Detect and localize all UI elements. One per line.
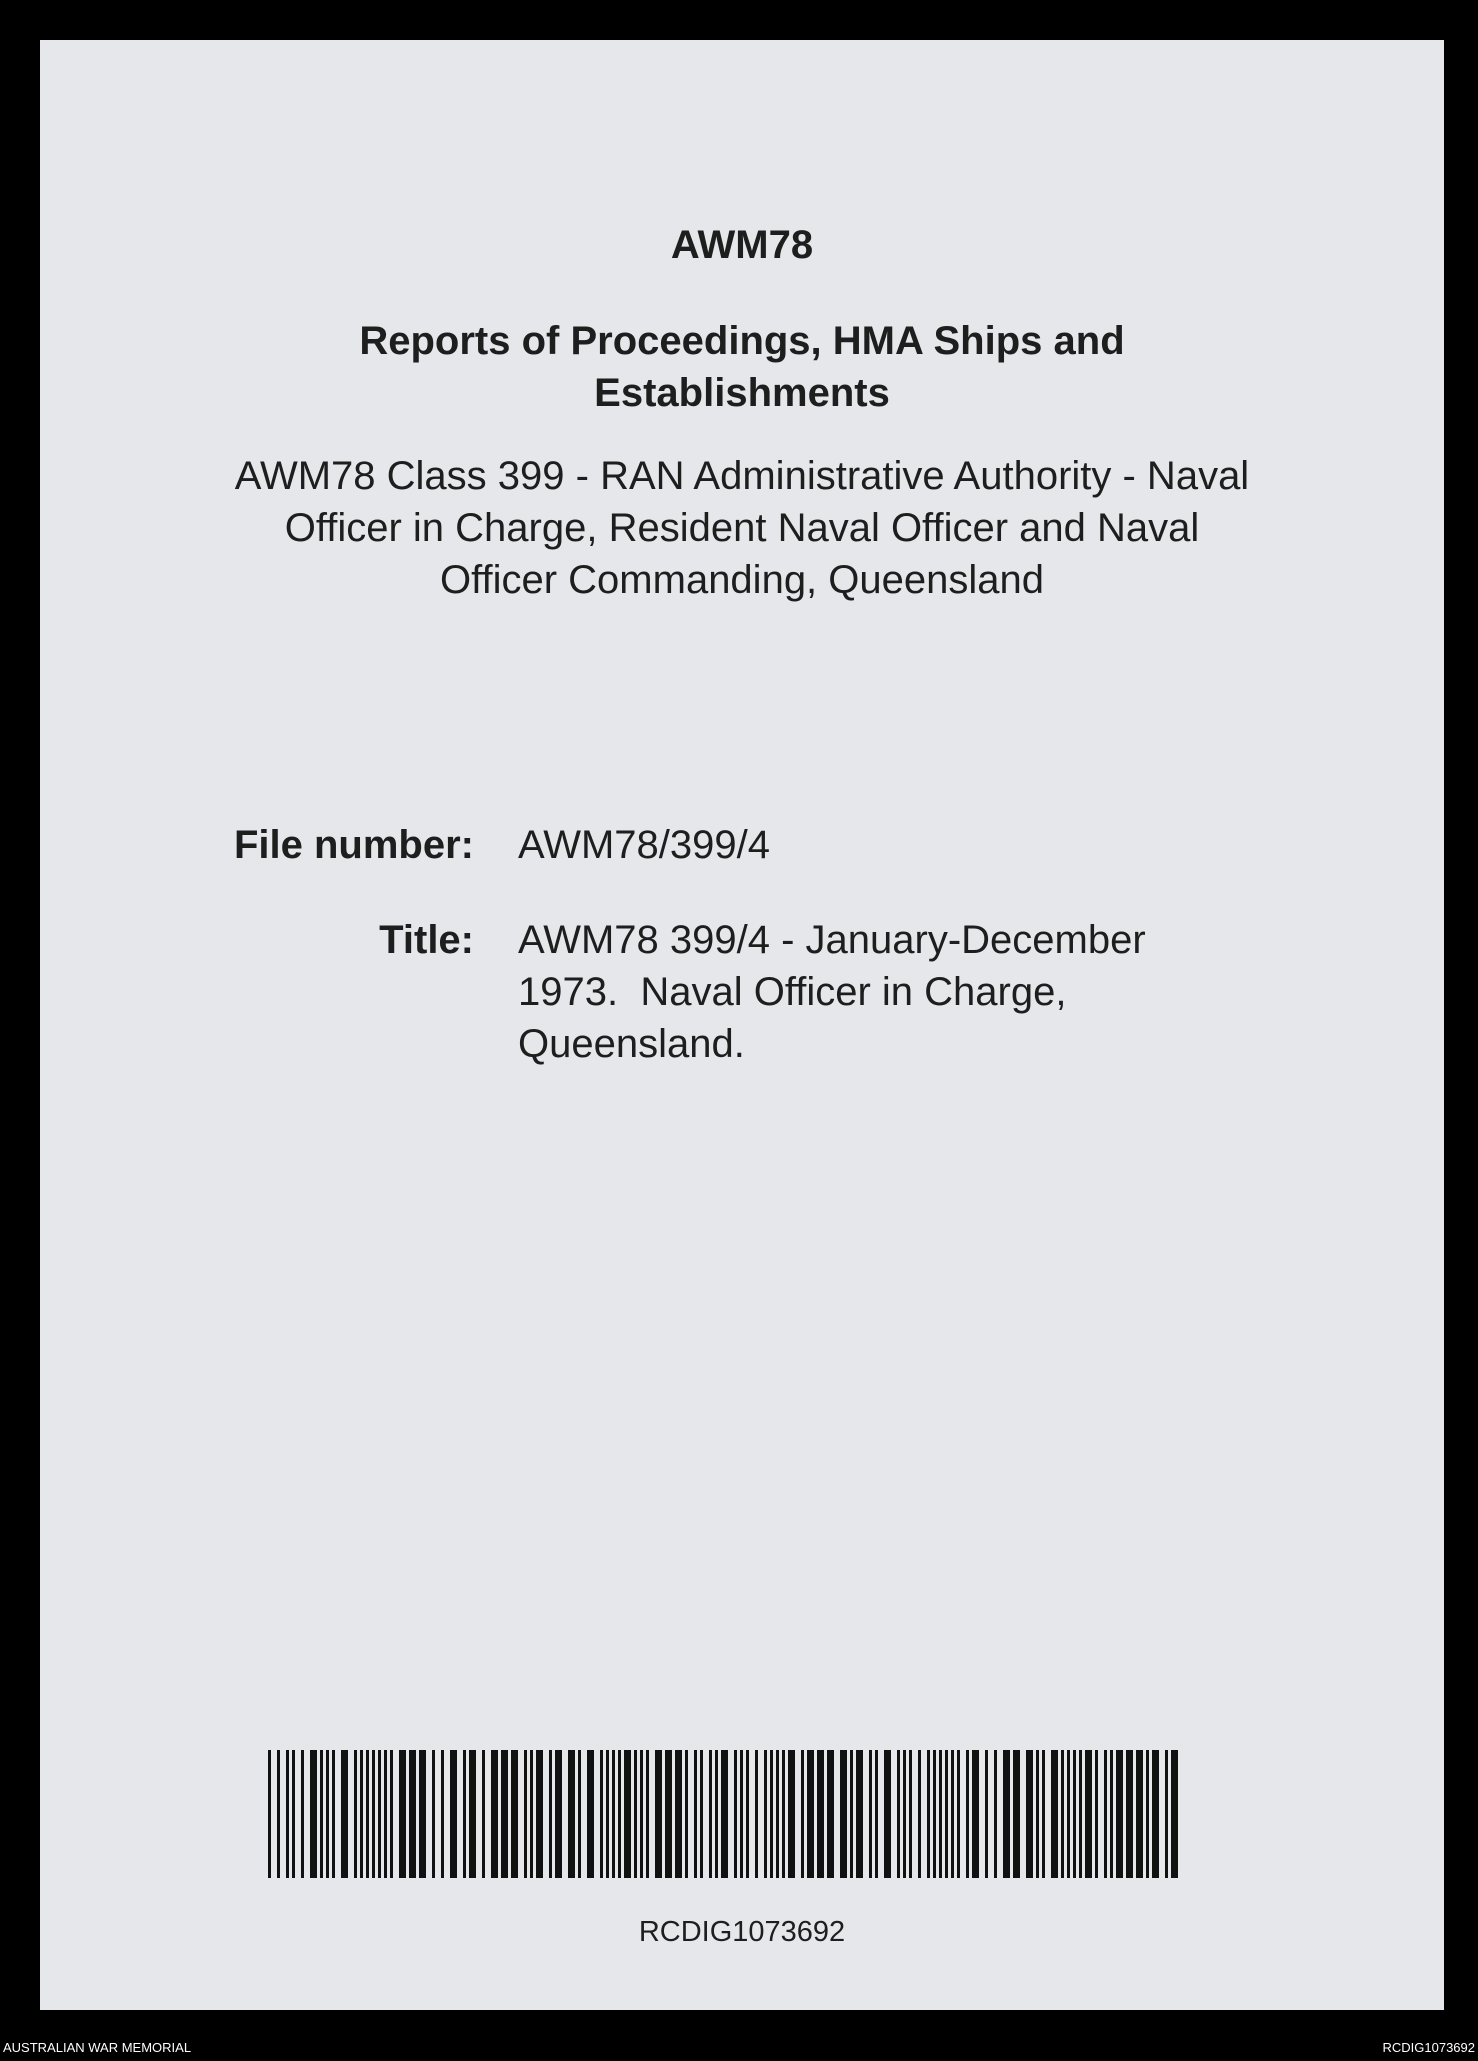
- barcode-bar: [640, 1750, 643, 1878]
- barcode-bar: [1104, 1750, 1107, 1878]
- barcode-bar: [549, 1750, 552, 1878]
- barcode-bar: [1079, 1750, 1082, 1878]
- barcode-bar: [618, 1750, 621, 1878]
- barcode-bar: [994, 1750, 997, 1878]
- barcode-bar: [536, 1750, 543, 1878]
- barcode-bar: [646, 1750, 649, 1878]
- barcode-bar: [600, 1750, 603, 1878]
- file-number-label: File number:: [233, 823, 474, 867]
- class-description-line-3: Officer Commanding, Queensland: [439, 558, 1045, 602]
- barcode-bar: [1026, 1750, 1033, 1878]
- barcode-bar: [524, 1750, 527, 1878]
- barcode-bar: [277, 1750, 280, 1878]
- barcode-bar: [372, 1750, 375, 1878]
- barcode-bar: [419, 1750, 426, 1878]
- barcode-bar: [827, 1750, 834, 1878]
- barcode-bar: [587, 1750, 594, 1878]
- barcode-bar: [685, 1750, 688, 1878]
- barcode-bar: [951, 1750, 954, 1878]
- barcode-bar: [1136, 1750, 1143, 1878]
- barcode-bar: [612, 1750, 615, 1878]
- barcode-bar: [432, 1750, 435, 1878]
- barcode-bar: [665, 1750, 672, 1878]
- barcode-bar: [482, 1750, 485, 1878]
- barcode-bar: [320, 1750, 323, 1878]
- barcode-bar: [1042, 1750, 1045, 1878]
- barcode-bar: [441, 1750, 444, 1878]
- barcode-bar: [985, 1750, 988, 1878]
- barcode-bar: [721, 1750, 728, 1878]
- barcode-bar: [734, 1750, 737, 1878]
- barcode-bar: [332, 1750, 335, 1878]
- barcode-bar: [918, 1750, 921, 1878]
- barcode-bar: [491, 1750, 498, 1878]
- barcode-bar: [1067, 1750, 1070, 1878]
- barcode-bar: [354, 1750, 357, 1878]
- document-page: [40, 40, 1444, 2010]
- barcode-bar: [341, 1750, 348, 1878]
- barcode-bar: [530, 1750, 533, 1878]
- barcode-bar: [1152, 1750, 1159, 1878]
- barcode-bar: [884, 1750, 891, 1878]
- barcode-bar: [1051, 1750, 1058, 1878]
- barcode-bar: [1085, 1750, 1092, 1878]
- barcode-bar: [268, 1750, 271, 1878]
- barcode-bar: [776, 1750, 779, 1878]
- barcode-bar: [578, 1750, 581, 1878]
- barcode-bar: [1146, 1750, 1149, 1878]
- barcode-bar: [1036, 1750, 1039, 1878]
- file-number-value: AWM78/399/4: [518, 823, 770, 867]
- title-line-1: AWM78 399/4 - January-December: [518, 918, 1146, 962]
- barcode: [268, 1750, 1180, 1878]
- barcode-bar: [972, 1750, 979, 1878]
- class-description: [40, 450, 1444, 606]
- title-value: [518, 914, 1218, 1070]
- barcode-bar: [1013, 1750, 1020, 1878]
- barcode-bar: [301, 1750, 304, 1878]
- barcode-bar: [875, 1750, 878, 1878]
- title-line-3: Queensland.: [518, 1022, 745, 1066]
- barcode-bar: [909, 1750, 912, 1878]
- series-code: AWM78: [670, 223, 814, 267]
- barcode-bar: [966, 1750, 969, 1878]
- title-line-2: 1973. Naval Officer in Charge,: [518, 970, 1067, 1014]
- barcode-bar: [511, 1750, 518, 1878]
- barcode-bar: [939, 1750, 942, 1878]
- title-label: Title:: [379, 918, 474, 962]
- barcode-bar: [463, 1750, 466, 1878]
- barcode-bar: [634, 1750, 637, 1878]
- barcode-bar: [715, 1750, 718, 1878]
- barcode-bar: [675, 1750, 682, 1878]
- barcode-bar: [366, 1750, 369, 1878]
- barcode-bar: [469, 1750, 476, 1878]
- barcode-bar: [770, 1750, 773, 1878]
- barcode-bar: [1126, 1750, 1133, 1878]
- barcode-bar: [360, 1750, 363, 1878]
- barcode-bar: [655, 1750, 662, 1878]
- barcode-bar: [927, 1750, 930, 1878]
- barcode-bar: [801, 1750, 804, 1878]
- barcode-bar: [856, 1750, 863, 1878]
- barcode-bar: [501, 1750, 508, 1878]
- series-title-line-2: Establishments: [594, 371, 890, 415]
- barcode-bar: [1165, 1750, 1168, 1878]
- barcode-bar: [384, 1750, 387, 1878]
- barcode-bar: [378, 1750, 381, 1878]
- barcode-bar: [292, 1750, 295, 1878]
- barcode-bar: [817, 1750, 824, 1878]
- barcode-bar: [326, 1750, 329, 1878]
- barcode-bar: [1073, 1750, 1076, 1878]
- barcode-bar: [1110, 1750, 1113, 1878]
- barcode-bar: [850, 1750, 853, 1878]
- barcode-bar: [740, 1750, 743, 1878]
- series-title: [40, 315, 1444, 419]
- barcode-bar: [409, 1750, 416, 1878]
- barcode-bar: [1116, 1750, 1123, 1878]
- barcode-bar: [606, 1750, 609, 1878]
- barcode-bar: [694, 1750, 697, 1878]
- barcode-bar: [700, 1750, 703, 1878]
- barcode-bar: [957, 1750, 960, 1878]
- barcode-bar: [1061, 1750, 1064, 1878]
- footer-record-id: RCDIG1073692: [1382, 2040, 1475, 2055]
- barcode-bar: [555, 1750, 562, 1878]
- barcode-bar: [1003, 1750, 1010, 1878]
- class-description-line-1: AWM78 Class 399 - RAN Administrative Authority - Naval: [234, 454, 1250, 498]
- barcode-bar: [755, 1750, 758, 1878]
- barcode-bar: [945, 1750, 948, 1878]
- barcode-bar: [450, 1750, 457, 1878]
- barcode-bar: [709, 1750, 712, 1878]
- barcode-bar: [310, 1750, 317, 1878]
- barcode-bar: [807, 1750, 814, 1878]
- barcode-bar: [1095, 1750, 1098, 1878]
- barcode-bar: [903, 1750, 906, 1878]
- barcode-bar: [764, 1750, 767, 1878]
- barcode-bar: [399, 1750, 406, 1878]
- barcode-bar: [782, 1750, 785, 1878]
- barcode-bar: [286, 1750, 289, 1878]
- class-description-line-2: Officer in Charge, Resident Naval Officer and Naval: [284, 506, 1200, 550]
- barcode-number: RCDIG1073692: [638, 1916, 846, 1948]
- barcode-bar: [869, 1750, 872, 1878]
- barcode-bar: [840, 1750, 847, 1878]
- barcode-bar: [933, 1750, 936, 1878]
- barcode-bar: [897, 1750, 900, 1878]
- barcode-bar: [624, 1750, 631, 1878]
- barcode-bar: [746, 1750, 749, 1878]
- barcode-bar: [788, 1750, 795, 1878]
- barcode-bar: [1171, 1750, 1178, 1878]
- barcode-bar: [568, 1750, 575, 1878]
- barcode-bar: [390, 1750, 393, 1878]
- footer-institution: AUSTRALIAN WAR MEMORIAL: [3, 2040, 192, 2055]
- series-title-line-1: Reports of Proceedings, HMA Ships and: [359, 319, 1125, 363]
